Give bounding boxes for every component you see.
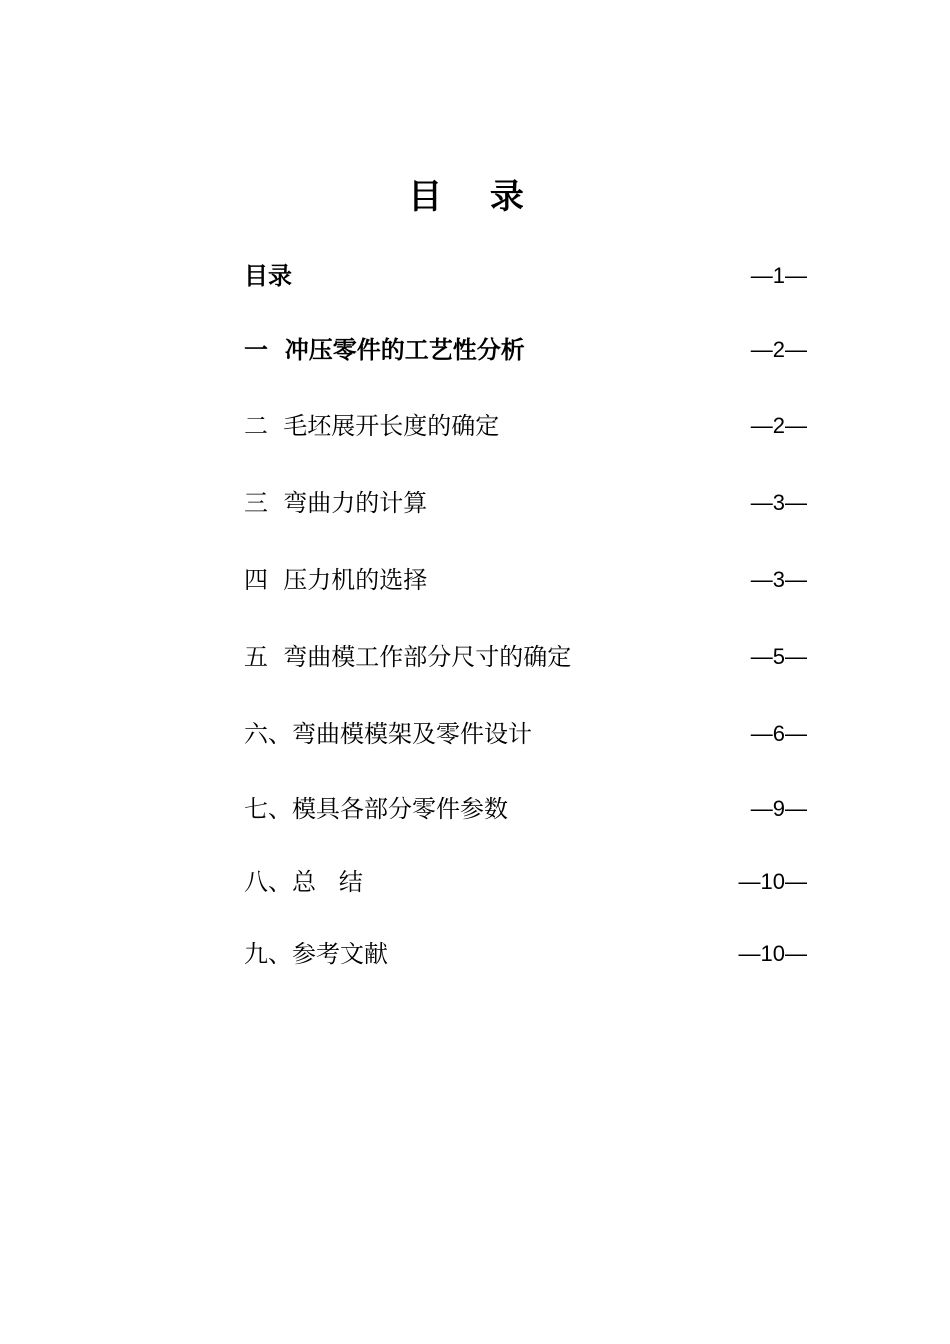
toc-entry-3	[244, 485, 807, 521]
toc-entry-label: 六、弯曲模模架及零件设计	[244, 720, 532, 748]
toc-entry-page: —1—	[750, 263, 807, 288]
toc-entry-5	[244, 639, 807, 675]
toc-entry-page: —2—	[750, 413, 807, 438]
toc-entry-6	[244, 716, 807, 752]
toc-entry-label: 目录	[244, 262, 292, 290]
toc-entry-label: 五 弯曲模工作部分尺寸的确定	[244, 643, 572, 671]
toc-entry-4	[244, 562, 807, 598]
toc-entry-page: —5—	[750, 644, 807, 669]
toc-entry-page: —3—	[750, 490, 807, 515]
toc-entry-label: 三 弯曲力的计算	[244, 489, 428, 517]
toc-entry-label: 二 毛坯展开长度的确定	[244, 412, 500, 440]
toc-entry-page: —9—	[750, 796, 807, 821]
toc-entry-contents	[244, 258, 807, 294]
toc-entry-label: 八、总 结	[244, 868, 363, 896]
toc-entry-page: —3—	[750, 567, 807, 592]
toc-entry-8	[244, 864, 807, 900]
toc-entry-1	[244, 332, 807, 368]
toc-entry-label: 一 冲压零件的工艺性分析	[244, 336, 525, 364]
toc-entry-page: —6—	[750, 721, 807, 746]
toc-entry-label: 九、参考文献	[244, 940, 388, 968]
toc-entry-page: —2—	[750, 337, 807, 362]
toc-entry-label: 四 压力机的选择	[244, 566, 428, 594]
toc-entry-page: —10—	[738, 941, 807, 966]
toc-entry-9	[244, 936, 807, 972]
page-title: 目 录	[408, 177, 542, 217]
toc-entry-label: 七、模具各部分零件参数	[244, 795, 508, 823]
toc-entry-2	[244, 408, 807, 444]
toc-entry-7	[244, 791, 807, 827]
toc-entry-page: —10—	[738, 869, 807, 894]
